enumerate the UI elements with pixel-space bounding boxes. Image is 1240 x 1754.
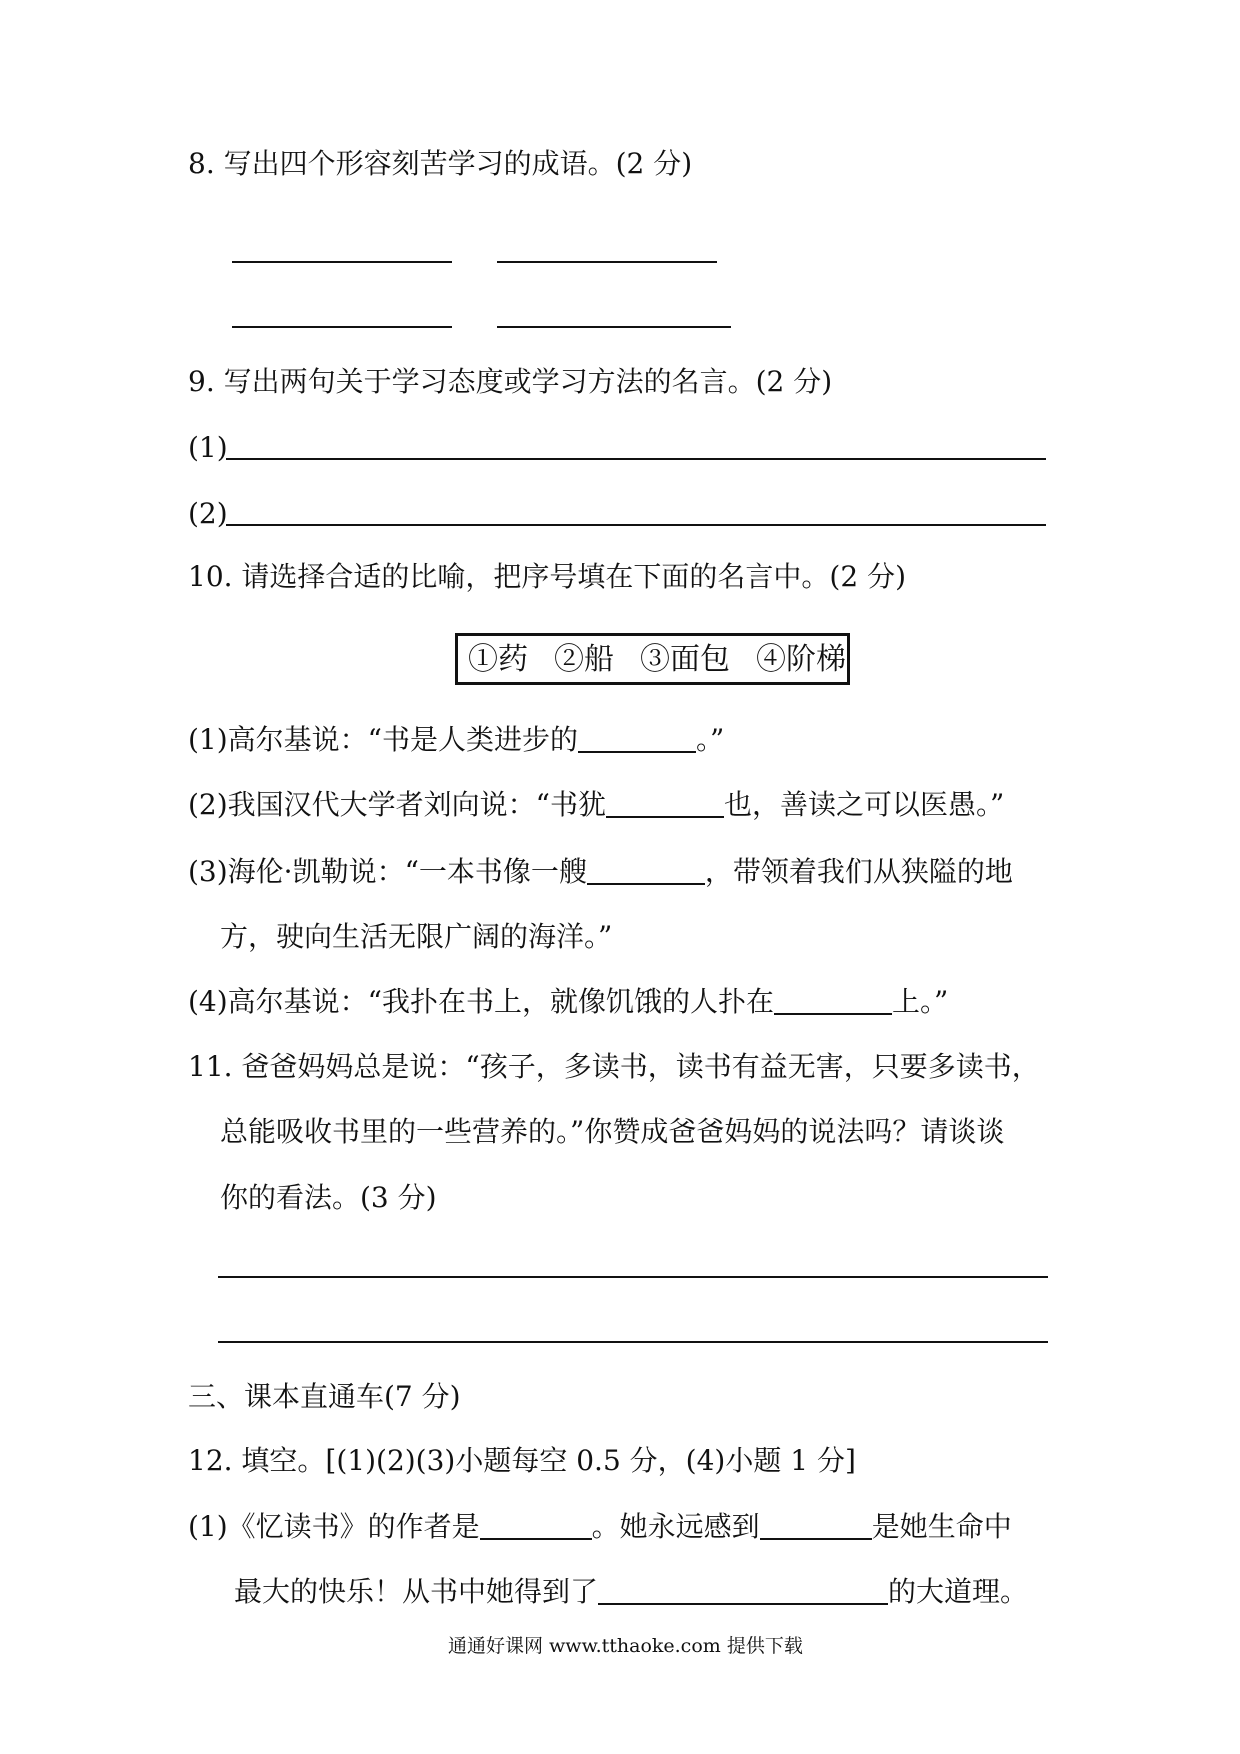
fill-blank[interactable] [480, 1508, 592, 1540]
answer-label-2: (2) [188, 497, 228, 530]
question-12: 12. 填空。[(1)(2)(3)小题每空 0.5 分，(4)小题 1 分] [188, 1444, 856, 1477]
question-8: 8. 写出四个形容刻苦学习的成语。(2 分) [188, 147, 693, 180]
option-1: ①药 [468, 642, 528, 677]
fill-blank[interactable] [606, 786, 724, 818]
fill-blank[interactable] [578, 721, 696, 753]
answer-line[interactable] [218, 1341, 1048, 1343]
option-4: ④阶梯 [756, 642, 846, 677]
q10-item-3-cont: 方，驶向生活无限广阔的海洋。” [220, 920, 613, 953]
answer-line[interactable] [226, 524, 1046, 526]
question-10: 10. 请选择合适的比喻，把序号填在下面的名言中。(2 分) [188, 560, 906, 593]
section-3-title: 三、课本直通车(7 分) [188, 1380, 461, 1413]
answer-label-1: (1) [188, 431, 228, 464]
fill-blank[interactable] [760, 1508, 872, 1540]
question-11-line-3: 你的看法。(3 分) [220, 1181, 437, 1214]
fill-blank[interactable] [774, 983, 892, 1015]
answer-line[interactable] [226, 458, 1046, 460]
q10-item-4: (4)高尔基说：“我扑在书上，就像饥饿的人扑在 上。” [188, 985, 949, 1018]
option-2: ②船 [554, 642, 614, 677]
options-box [455, 633, 850, 685]
answer-line[interactable] [218, 1276, 1048, 1278]
q12-item-1: (1)《忆读书》的作者是 。她永远感到 是她生命中 [188, 1510, 1012, 1543]
fill-blank[interactable] [587, 853, 705, 885]
q10-item-1: (1)高尔基说：“书是人类进步的 。” [188, 723, 725, 756]
q10-item-3: (3)海伦·凯勒说：“一本书像一艘 ，带领着我们从狭隘的地 [188, 855, 1013, 888]
option-3: ③面包 [640, 642, 730, 677]
q12-item-1-cont: 最大的快乐！从书中她得到了 的大道理。 [234, 1575, 1029, 1608]
answer-line[interactable] [497, 261, 717, 263]
answer-line[interactable] [232, 326, 452, 328]
answer-line[interactable] [497, 326, 731, 328]
footer-watermark: 通通好课网 www.tthaoke.com 提供下载 [448, 1635, 803, 1657]
question-11-line-2: 总能吸收书里的一些营养的。”你赞成爸爸妈妈的说法吗？请谈谈 [220, 1115, 1005, 1148]
question-9: 9. 写出两句关于学习态度或学习方法的名言。(2 分) [188, 365, 833, 398]
q10-item-2: (2)我国汉代大学者刘向说：“书犹 也，善读之可以医愚。” [188, 788, 1005, 821]
question-11-line-1: 11. 爸爸妈妈总是说：“孩子，多读书，读书有益无害，只要多读书， [188, 1050, 1040, 1083]
answer-line[interactable] [232, 261, 452, 263]
fill-blank[interactable] [598, 1573, 888, 1605]
